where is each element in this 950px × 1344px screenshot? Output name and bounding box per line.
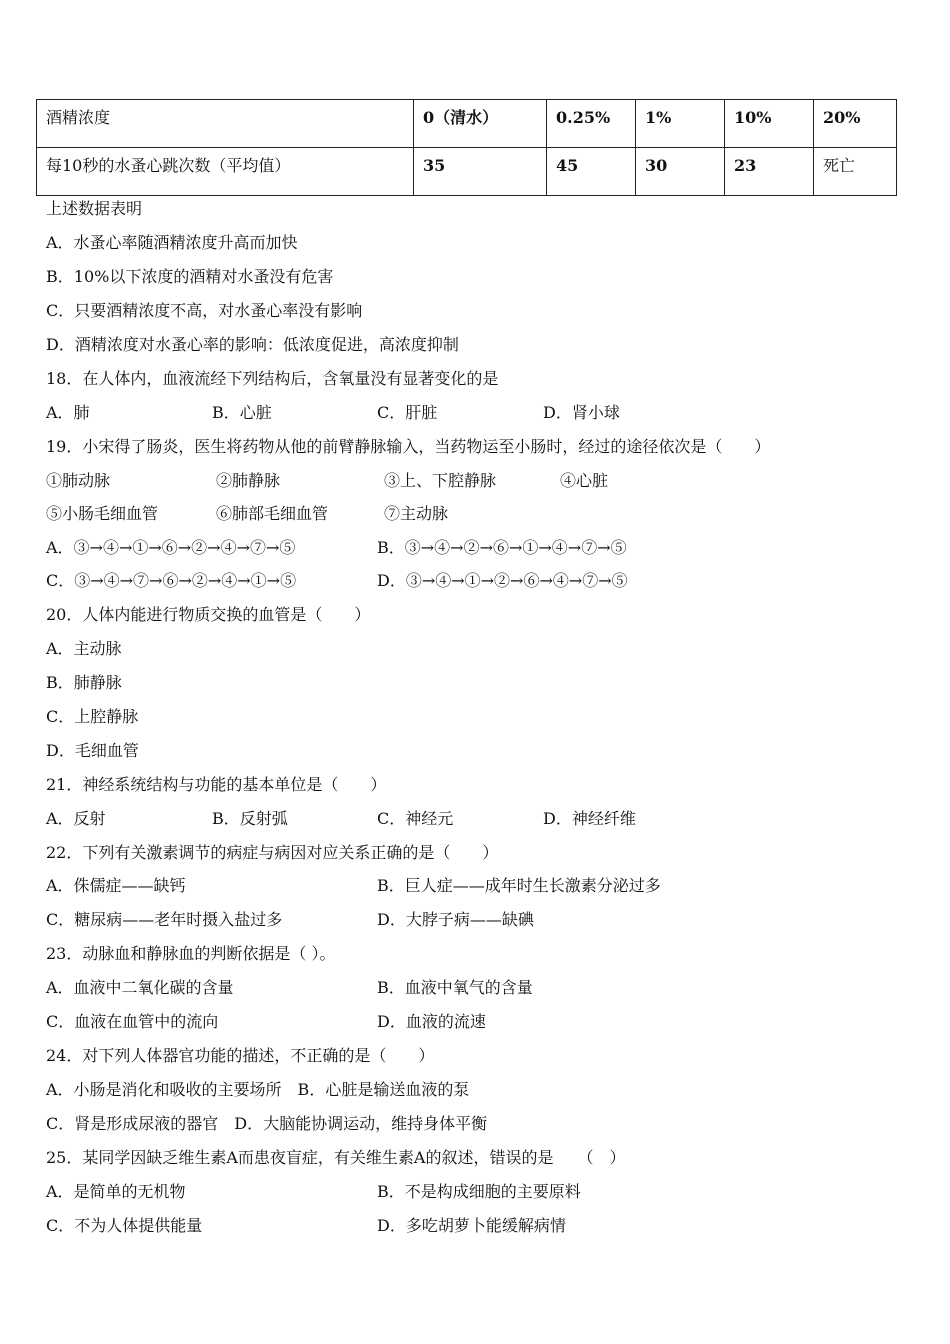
- option-c: C．糖尿病——老年时摄入盐过多: [46, 910, 283, 929]
- item-5: ⑤小肠毛细血管: [46, 504, 159, 523]
- option-a: A．侏儒症——缺钙: [46, 876, 186, 895]
- table-row: [37, 148, 897, 196]
- option-a: A．肺: [46, 403, 90, 422]
- option-c: C．上腔静脉: [46, 707, 139, 726]
- options-cd: C．肾是形成尿液的器官 D．大脑能协调运动，维持身体平衡: [46, 1114, 488, 1133]
- table-cell: 死亡: [814, 148, 897, 196]
- data-table: [36, 99, 897, 196]
- question-stem: 上述数据表明: [46, 199, 143, 218]
- option-a: A．反射: [46, 809, 106, 828]
- item-1: ①肺动脉: [46, 471, 111, 490]
- option-b: B．不是构成细胞的主要原料: [377, 1182, 581, 1201]
- option-a: A．血液中二氧化碳的含量: [46, 978, 234, 997]
- option-a: A．是简单的无机物: [46, 1182, 186, 1201]
- option-d: D．毛细血管: [46, 741, 139, 760]
- table-cell: 45: [547, 148, 636, 196]
- option-a: A．③→④→①→⑥→②→④→⑦→⑤: [46, 538, 296, 557]
- table-cell: 0（清水）: [414, 100, 547, 148]
- question-stem: 25．某同学因缺乏维生素A而患夜盲症，有关维生素A的叙述，错误的是 （ ）: [46, 1148, 626, 1167]
- table-cell: 酒精浓度: [37, 100, 414, 148]
- option-c: C．③→④→⑦→⑥→②→④→①→⑤: [46, 571, 297, 590]
- table-row: [37, 100, 897, 148]
- item-6: ⑥肺部毛细血管: [216, 504, 329, 523]
- options-ab: A．小肠是消化和吸收的主要场所 B．心脏是输送血液的泵: [46, 1080, 470, 1099]
- option-c: C．血液在血管中的流向: [46, 1012, 219, 1031]
- table-cell: 10%: [725, 100, 814, 148]
- question-stem: 20．人体内能进行物质交换的血管是（ ）: [46, 605, 371, 624]
- option-d: D．血液的流速: [377, 1012, 486, 1031]
- option-a: A．水蚤心率随酒精浓度升高而加快: [46, 233, 298, 252]
- item-3: ③上、下腔静脉: [384, 471, 497, 490]
- option-d: D．③→④→①→②→⑥→④→⑦→⑤: [377, 571, 628, 590]
- option-a: A．主动脉: [46, 639, 122, 658]
- option-b: B．10%以下浓度的酒精对水蚤没有危害: [46, 267, 334, 286]
- option-d: D．神经纤维: [543, 809, 636, 828]
- table-cell: 20%: [814, 100, 897, 148]
- table-cell: 每10秒的水蚤心跳次数（平均值）: [37, 148, 414, 196]
- option-d: D．肾小球: [543, 403, 620, 422]
- question-stem: 19．小宋得了肠炎，医生将药物从他的前臂静脉输入，当药物运至小肠时，经过的途径依次是（ ）: [46, 437, 771, 456]
- table-cell: 0.25%: [547, 100, 636, 148]
- question-stem: 23．动脉血和静脉血的判断依据是（ ）。: [46, 944, 336, 963]
- option-c: C．不为人体提供能量: [46, 1216, 203, 1235]
- option-c: C．只要酒精浓度不高，对水蚤心率没有影响: [46, 301, 363, 320]
- option-b: B．血液中氧气的含量: [377, 978, 533, 997]
- item-2: ②肺静脉: [216, 471, 281, 490]
- option-c: C．神经元: [377, 809, 454, 828]
- option-b: B．巨人症——成年时生长激素分泌过多: [377, 876, 661, 895]
- table-cell: 23: [725, 148, 814, 196]
- option-b: B．心脏: [212, 403, 272, 422]
- question-stem: 21．神经系统结构与功能的基本单位是（ ）: [46, 775, 387, 794]
- option-d: D．多吃胡萝卜能缓解病情: [377, 1216, 566, 1235]
- option-b: B．反射弧: [212, 809, 288, 828]
- item-7: ⑦主动脉: [384, 504, 449, 523]
- question-stem: 22．下列有关激素调节的病症与病因对应关系正确的是（ ）: [46, 843, 499, 862]
- option-d: D．大脖子病——缺碘: [377, 910, 534, 929]
- item-4: ④心脏: [560, 471, 609, 490]
- option-c: C．肝脏: [377, 403, 438, 422]
- option-b: B．肺静脉: [46, 673, 122, 692]
- table-cell: 30: [636, 148, 725, 196]
- question-stem: 18．在人体内，血液流经下列结构后，含氧量没有显著变化的是: [46, 369, 499, 388]
- question-stem: 24．对下列人体器官功能的描述，不正确的是（ ）: [46, 1046, 435, 1065]
- option-d: D．酒精浓度对水蚤心率的影响：低浓度促进，高浓度抑制: [46, 335, 459, 354]
- option-b: B．③→④→②→⑥→①→④→⑦→⑤: [377, 538, 627, 557]
- table-cell: 1%: [636, 100, 725, 148]
- table-cell: 35: [414, 148, 547, 196]
